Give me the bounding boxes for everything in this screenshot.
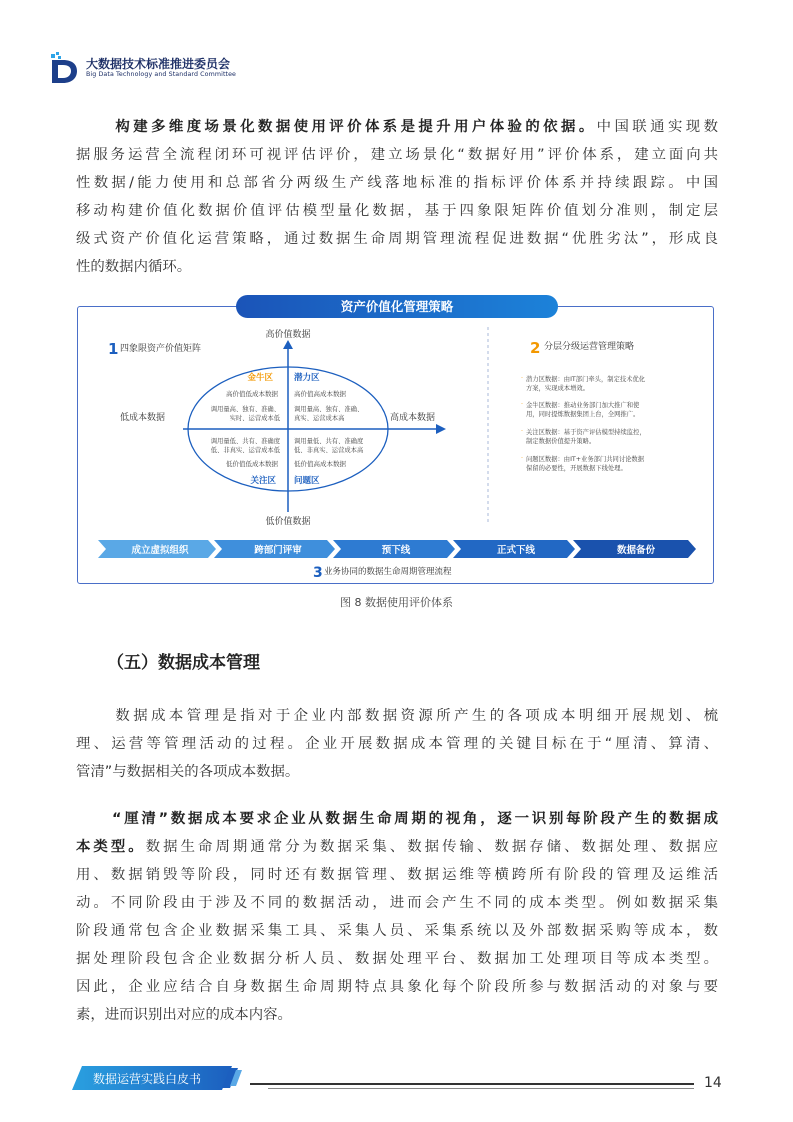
paragraph-line: 性数据/能力使用和总部省分两级生产线落地标准的指标评价体系并持续跟踪。中国 — [76, 175, 718, 191]
quadrant-bl-sub: 低价值低成本数据 — [226, 460, 278, 468]
paragraph-line: 用、数据销毁等阶段，同时还有数据管理、数据运维等横跨所有阶段的管理及运维活 — [76, 867, 718, 883]
quadrant-cash-cow-label: 金牛区 — [247, 373, 273, 383]
paragraph-line: 阶段通常包含企业数据采集工具、采集人员、采集系统以及外部数据采购等成本，数 — [76, 923, 718, 939]
dtsc-logo-icon — [48, 52, 80, 84]
figure-caption: 图 8 数据使用评价体系 — [340, 596, 453, 609]
paragraph-line — [76, 805, 718, 833]
x-axis-arrow-icon — [436, 424, 446, 434]
strategy-line: 问题区数据：由IT+业务部门共同讨论数据 — [526, 456, 645, 463]
quadrant-bl-desc-2: 低、非真实、运营成本低 — [210, 447, 280, 454]
quadrant-bl-desc-1: 调用量低、共有、准确度 — [210, 438, 280, 445]
figure-diagram — [78, 307, 715, 585]
y-axis-arrow-icon — [283, 340, 293, 349]
paragraph-evaluation-system — [76, 113, 718, 281]
panel2-title: 分层分级运营管理策略 — [544, 342, 635, 352]
quadrant-potential-label: 潜力区 — [294, 373, 320, 383]
paragraph-line: 性的数据内循环。 — [76, 259, 192, 275]
paragraph-line: 据服务运营全流程闭环可视评估评价，建立场景化“数据好用”评价体系，建立面向共 — [76, 147, 718, 163]
panel1-number: 1 — [108, 340, 119, 358]
org-name-cn: 大数据技术标准推进委员会 — [86, 57, 231, 71]
quadrant-br-desc-1: 调用量低、共有、准确度 — [294, 438, 364, 445]
panel3-title: 业务协同的数据生命周期管理流程 — [324, 567, 452, 577]
strategy-line: 保留的必要性，开展数据下线处理。 — [526, 465, 627, 472]
quadrant-tr-desc-2: 真实、运营成本高 — [294, 415, 345, 422]
section-heading: （五）数据成本管理 — [107, 653, 260, 673]
quadrant-tr-desc-1: 调用量高、独有、准确、 — [294, 406, 364, 413]
panel1-title: 四象限资产价值矩阵 — [120, 344, 202, 354]
quadrant-tl-sub: 高价值低成本数据 — [226, 390, 278, 398]
footer-rule — [250, 1083, 694, 1085]
bold-lead: 构建多维度场景化数据使用评价体系是提升用户体验的依据。 — [112, 119, 597, 135]
quadrant-br-desc-2: 低、非真实、运营成本高 — [294, 447, 364, 454]
strategy-line: 潜力区数据：由IT部门牵头，制定技术优化 — [526, 376, 646, 383]
paragraph-line — [76, 702, 718, 730]
process-step-label: 成立虚拟组织 — [131, 545, 189, 556]
process-step-label: 跨部门评审 — [254, 545, 302, 556]
text-span: 数据成本管理是指对于企业内部数据资源所产生的各项成本明细开展规划、梳 — [112, 708, 718, 724]
quadrant-tr-sub: 高价值高成本数据 — [294, 390, 346, 398]
paragraph-line: 管清”与数据相关的各项成本数据。 — [76, 764, 300, 780]
strategy-line: 关注区数据：基于资产评估模型持续监控， — [526, 429, 646, 436]
quadrant-attention-label: 关注区 — [250, 476, 276, 486]
process-flow — [98, 540, 696, 558]
axis-right-label: 高成本数据 — [390, 413, 436, 423]
axis-left-label: 低成本数据 — [120, 413, 166, 423]
strategy-list — [521, 374, 646, 472]
org-name-en: Big Data Technology and Standard Committee — [86, 71, 237, 78]
quadrant-br-sub: 低价值高成本数据 — [294, 460, 346, 468]
strategy-line: 方案，实现成本增效。 — [526, 385, 589, 392]
paragraph-line: 级式资产价值化运营策略，通过数据生命周期管理流程促进数据“优胜劣汰”，形成良 — [76, 231, 718, 247]
paragraph-cost-management — [76, 702, 718, 786]
quadrant-tl-desc-1: 调用量高、独有、准确、 — [210, 406, 280, 413]
strategy-line: 金牛区数据：推动业务部门加大推广和使 — [526, 402, 640, 409]
text-span: 中国联通实现数 — [596, 119, 718, 135]
process-step-label: 正式下线 — [496, 545, 536, 556]
paragraph-cost-clarify — [76, 805, 718, 1029]
bullet-icon: · — [521, 428, 524, 435]
paragraph-line: 素，进而识别出对应的成本内容。 — [76, 1007, 292, 1023]
axis-bottom-label: 低价值数据 — [265, 517, 311, 527]
quadrant-tl-desc-2: 实时、运营成本低 — [229, 415, 280, 422]
page-number: 14 — [704, 1075, 722, 1091]
paragraph-line: 动。不同阶段由于涉及不同的数据活动，进而会产生不同的成本类型。例如数据采集 — [76, 895, 718, 911]
paragraph-line: 移动构建价值化数据价值评估模型量化数据，基于四象限矩阵价值划分准则，制定层 — [76, 203, 718, 219]
bold-lead: 本类型。 — [76, 839, 146, 855]
paragraph-line: 因此，企业应结合自身数据生命周期特点具象化每个阶段所参与数据活动的对象与要 — [76, 979, 718, 995]
strategy-line: 用，同时提炼数据集团上台，全网推广。 — [526, 411, 640, 418]
paragraph-line: 据处理阶段包含企业数据分析人员、数据处理平台、数据加工处理项目等成本类型。 — [76, 951, 718, 967]
process-step-label: 数据备份 — [616, 545, 656, 556]
figure-frame — [77, 306, 714, 584]
strategy-line: 制定数据价值提升策略。 — [526, 438, 596, 445]
text-span: 数据生命周期通常分为数据采集、数据传输、数据存储、数据处理、数据应 — [145, 839, 718, 855]
footer-label: 数据运营实践白皮书 — [93, 1072, 202, 1086]
footer-rule — [268, 1088, 694, 1089]
bullet-icon: · — [521, 375, 524, 382]
panel3-number: 3 — [313, 565, 323, 581]
bullet-icon: · — [521, 455, 524, 462]
figure-title-banner: 资产价值化管理策略 — [236, 295, 558, 318]
bold-lead: “厘清”数据成本要求企业从数据生命周期的视角，逐一识别每阶段产生的数据成 — [112, 811, 718, 827]
panel2-number: 2 — [530, 339, 541, 357]
process-step-label: 预下线 — [381, 545, 411, 556]
paragraph-line — [76, 113, 718, 141]
paragraph-line: 理、运营等管理活动的过程。企业开展数据成本管理的关键目标在于“厘清、算清、 — [76, 736, 718, 752]
bullet-icon: · — [521, 401, 524, 408]
paragraph-line — [76, 833, 718, 861]
quadrant-problem-label: 问题区 — [294, 476, 320, 486]
axis-top-label: 高价值数据 — [265, 330, 311, 340]
